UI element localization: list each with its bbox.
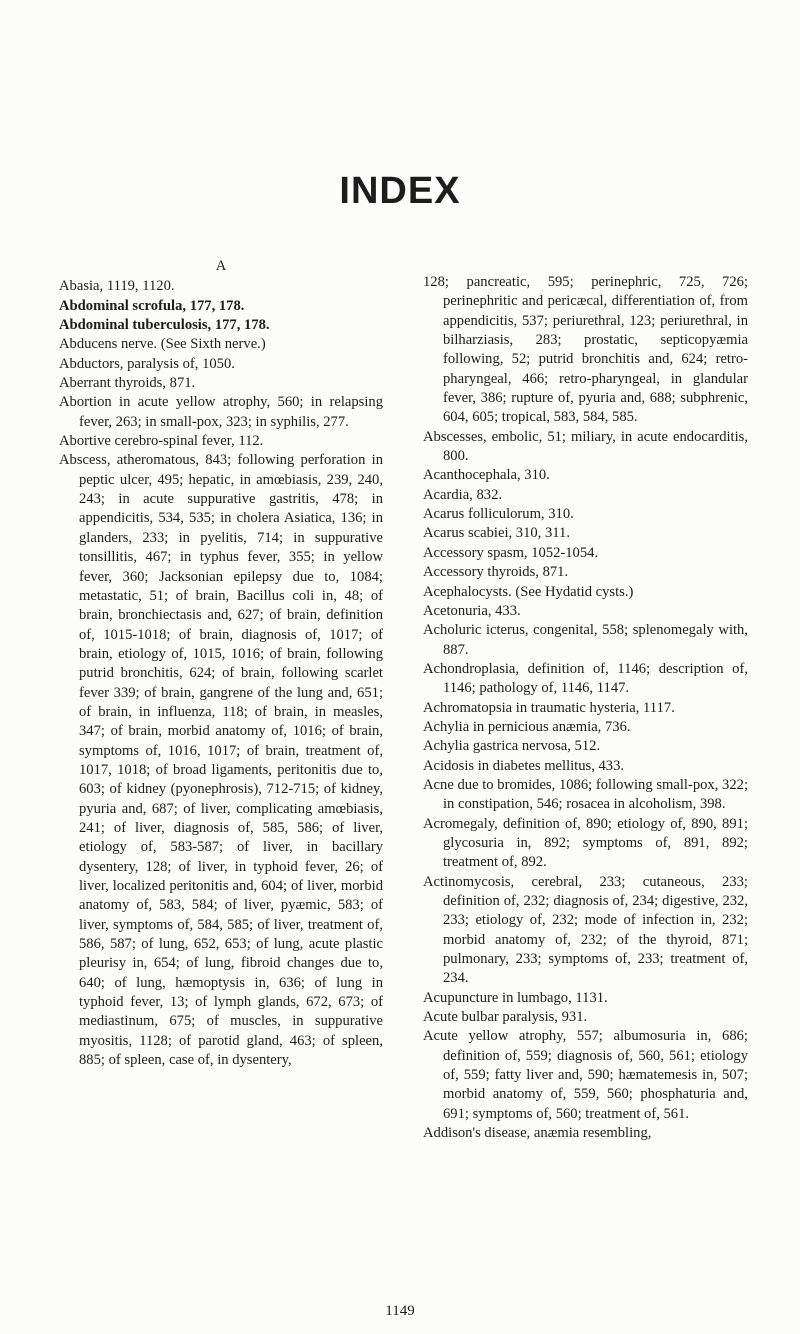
index-entry: Abducens nerve. (See Sixth nerve.) <box>59 336 266 353</box>
index-entry: Addison's disease, anæmia resembling, <box>423 1125 652 1142</box>
index-entry: Acupuncture in lumbago, 1131. <box>423 989 608 1006</box>
index-entry: Aberrant thyroids, 871. <box>59 375 196 392</box>
page-title: INDEX <box>339 170 461 212</box>
index-entry: Actinomycosis, cerebral, 233; cutaneous, 233; definition of, 232; diagnosis of, 234; digestive, 232, 233; etiology of, 232; mode of infection in, 232; morbid anatomy of, 232; of the thyroid, 871; pulmonary, 233; symptoms of, 233; treatment of, 234. <box>423 873 748 987</box>
entry-text-bold: Abdominal scrofula, 177, 178. <box>59 297 245 314</box>
index-entry: Achromatopsia in traumatic hysteria, 1117. <box>423 699 675 716</box>
page-number: 1149 <box>385 1303 415 1319</box>
index-entry: Abasia, 1119, 1120. <box>59 278 175 295</box>
index-entry: Acetonuria, 433. <box>423 602 521 619</box>
index-entry: Acarus folliculorum, 310. <box>423 506 574 523</box>
index-entry: Abscesses, embolic, 51; miliary, in acute endocarditis, 800. <box>423 428 748 465</box>
index-entry: Acromegaly, definition of, 890; etiology of, 890, 891; glycosuria in, 892; symptoms of, 891, 892; treatment of, 892. <box>423 815 748 871</box>
index-entry <box>59 316 383 335</box>
index-entry <box>59 297 383 316</box>
index-entry: Abductors, paralysis of, 1050. <box>59 355 235 372</box>
index-entry: Acute yellow atrophy, 557; albumosuria in, 686; definition of, 559; diagnosis of, 560, 561; etiology of, 559; fatty liver and, 590; hæmatemesis in, 507; morbid anatomy of, 559, 560; phosphaturia and, 691; symptoms of, 560; treatment of, 561. <box>423 1028 748 1122</box>
index-entry: Acarus scabiei, 310, 311. <box>423 525 570 542</box>
index-entry: Accessory spasm, 1052-1054. <box>423 544 599 561</box>
index-entry: Abortion in acute yellow atrophy, 560; in relapsing fever, 263; in small-pox, 323; in syphilis, 277. <box>59 394 383 430</box>
entry-text-bold: Abdominal tuberculosis, 177, 178. <box>59 317 270 334</box>
index-entry: Accessory thyroids, 871. <box>423 564 569 581</box>
index-column-right <box>423 273 748 1143</box>
index-entry: Acute bulbar paralysis, 931. <box>423 1009 588 1026</box>
index-entry: Achylia in pernicious anæmia, 736. <box>423 718 631 735</box>
index-entry: Acne due to bromides, 1086; following small-pox, 322; in constipation, 546; rosacea in alcoholism, 398. <box>423 776 748 813</box>
index-entry: Acanthocephala, 310. <box>423 467 550 484</box>
index-entry: Achondroplasia, definition of, 1146; description of, 1146; pathology of, 1146, 1147. <box>423 660 748 697</box>
index-entry: Abortive cerebro-spinal fever, 112. <box>59 433 264 450</box>
index-entry: Abscess, atheromatous, 843; following perforation in peptic ulcer, 495; hepatic, in amœbiasis, 239, 240, 243; in acute suppurative gastritis, 478; in appendicitis, 534, 535; in cholera Asiatica, 136; in glanders, 233; in pyelitis, 714; in suppurative tonsillitis, 467; in typhus fever, 355; in yellow fever, 360; Jacksonian epilepsy due to, 1084; metastatic, 51; of brain, Bacillus coli in, 48; of brain, bronchiectasis and, 627; of brain, definition of, 1015-1018; of brain, diagnosis of, 1017; of brain, etiology of, 1015, 1016; of brain, following putrid bronchitis, 624; of brain, following scarlet fever 339; of brain, gangrene of the lung and, 651; of brain, in influenza, 118; of brain, in measles, 347; of brain, morbid anatomy of, 1016; of brain, symptoms of, 1016, 1017; of brain, treatment of, 1017, 1018; of broad ligaments, peritonitis due to, 603; of kidney (pyonephrosis), 712-715; of kidney, pyuria and, 687; of liver, complicating amœbiasis, 241; of liver, diagnosis of, 585, 586; of liver, etiology of, 583-587; of liver, in bacillary dysentery, 128; of liver, in typhoid fever, 26; of liver, localized peritonitis and, 604; of liver, morbid anatomy of, 583, 584; of liver, pyæmic, 583; of liver, symptoms of, 584, 585; of liver, treatment of, 586, 587; of lung, 652, 653; of lung, acute plastic pleurisy in, 654; of lung, fibroid changes due to, 640; of lung, hæmoptysis in, 636; of lung in typhoid fever, 13; of lymph glands, 672, 673; of mediastinum, 675; of muscles, in suppurative myositis, 1128; of parotid gland, 463; of spleen, 885; of spleen, case of, in dysentery, <box>59 452 383 1069</box>
index-entry: 128; pancreatic, 595; perinephric, 725, 726; perinephritic and pericæcal, differentiation of, from appendicitis, 537; periurethral, 123; periurethral, in bilharziasis, 283; prostatic, septicopyæmia following, 52; putrid bronchitis and, 624; retro-pharyngeal, 466; retro-pharyngeal, in glandular fever, 386; rupture of, pyuria and, 688; subphrenic, 604, 605; tropical, 583, 584, 585. <box>423 274 748 426</box>
index-entry: Acholuric icterus, congenital, 558; splenomegaly with, 887. <box>423 622 748 658</box>
index-column-left <box>59 258 383 1070</box>
index-entry: Acardia, 832. <box>423 486 503 503</box>
index-entry: Achylia gastrica nervosa, 512. <box>423 738 601 755</box>
section-letter: A <box>215 258 227 274</box>
index-entry: Acephalocysts. (See Hydatid cysts.) <box>423 583 634 600</box>
index-entry: Acidosis in diabetes mellitus, 433. <box>423 757 625 774</box>
